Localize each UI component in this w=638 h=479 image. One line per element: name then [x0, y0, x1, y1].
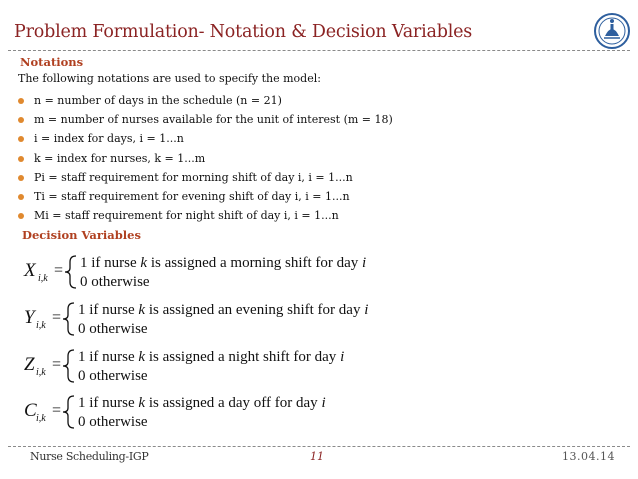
equation-equals: =: [52, 356, 62, 373]
equation-variable: X: [24, 260, 36, 281]
left-brace-icon: [63, 396, 74, 428]
bullet-icon: [18, 175, 24, 181]
equation-variable: Y: [24, 307, 35, 328]
equation-case-two: 0 otherwise: [78, 321, 148, 337]
equation-z: [24, 349, 344, 384]
left-brace-icon: [63, 303, 74, 335]
list-item-text: n = number of days in the schedule (n = 21): [34, 94, 282, 107]
equation-subscript: i,k: [36, 367, 46, 378]
bullet-icon: [18, 136, 24, 142]
equation-subscript: i,k: [36, 320, 46, 331]
equation-y: [24, 302, 368, 337]
equation-c: [24, 395, 326, 430]
list-item-text: Pi = staff requirement for morning shift of day i, i = 1...n: [34, 170, 353, 184]
institute-seal-logo: [593, 12, 631, 50]
left-brace-icon: [65, 256, 76, 288]
bullet-icon: [18, 156, 24, 162]
list-item: [18, 91, 393, 110]
equation-case-two: 0 otherwise: [78, 414, 148, 430]
list-item: [18, 129, 393, 148]
equation-equals: =: [54, 262, 64, 279]
equation-x: [23, 255, 366, 290]
decision-variable-equations: [20, 248, 420, 438]
footer-title: Nurse Scheduling-IGP: [30, 450, 149, 463]
list-item: [18, 149, 393, 168]
equation-subscript: i,k: [36, 413, 46, 424]
list-item: [18, 168, 393, 187]
equation-variable: C: [24, 400, 37, 421]
list-item: [18, 110, 393, 129]
equation-case-two: 0 otherwise: [78, 368, 148, 384]
list-item-text: Ti = staff requirement for evening shift of day i, i = 1...n: [34, 189, 350, 203]
title-divider: [8, 50, 630, 51]
footer-date: 13.04.14: [562, 450, 615, 463]
footer-divider: [8, 446, 630, 447]
equation-case-one: 1 if nurse k is assigned a night shift for day i: [78, 349, 345, 365]
equation-equals: =: [52, 309, 62, 326]
left-brace-icon: [63, 350, 74, 382]
bullet-icon: [18, 194, 24, 200]
equation-case-one: 1 if nurse k is assigned an evening shift for day i: [78, 302, 369, 318]
equation-case-one: 1 if nurse k is assigned a day off for day i: [78, 395, 326, 411]
equation-equals: =: [52, 402, 62, 419]
notation-list: [18, 91, 393, 225]
list-item: [18, 206, 393, 225]
bullet-icon: [18, 117, 24, 123]
equation-case-one: 1 if nurse k is assigned a morning shift for day i: [80, 255, 367, 271]
page-number: 11: [310, 450, 324, 463]
slide-title: Problem Formulation- Notation & Decision Variables: [14, 22, 473, 42]
list-item-text: Mi = staff requirement for night shift of day i, i = 1...n: [34, 209, 339, 223]
list-item-text: m = number of nurses available for the unit of interest (m = 18): [34, 113, 393, 127]
bullet-icon: [18, 98, 24, 104]
equation-case-two: 0 otherwise: [80, 274, 150, 290]
decision-variables-heading: Decision Variables: [22, 228, 141, 242]
list-item: [18, 187, 393, 206]
equation-variable: Z: [24, 354, 35, 375]
bullet-icon: [18, 213, 24, 219]
list-item-text: i = index for days, i = 1...n: [34, 132, 184, 146]
intro-text: The following notations are used to specify the model:: [18, 72, 321, 85]
notations-heading: Notations: [20, 55, 84, 69]
list-item-text: k = index for nurses, k = 1...m: [34, 151, 206, 165]
equation-subscript: i,k: [38, 273, 48, 284]
